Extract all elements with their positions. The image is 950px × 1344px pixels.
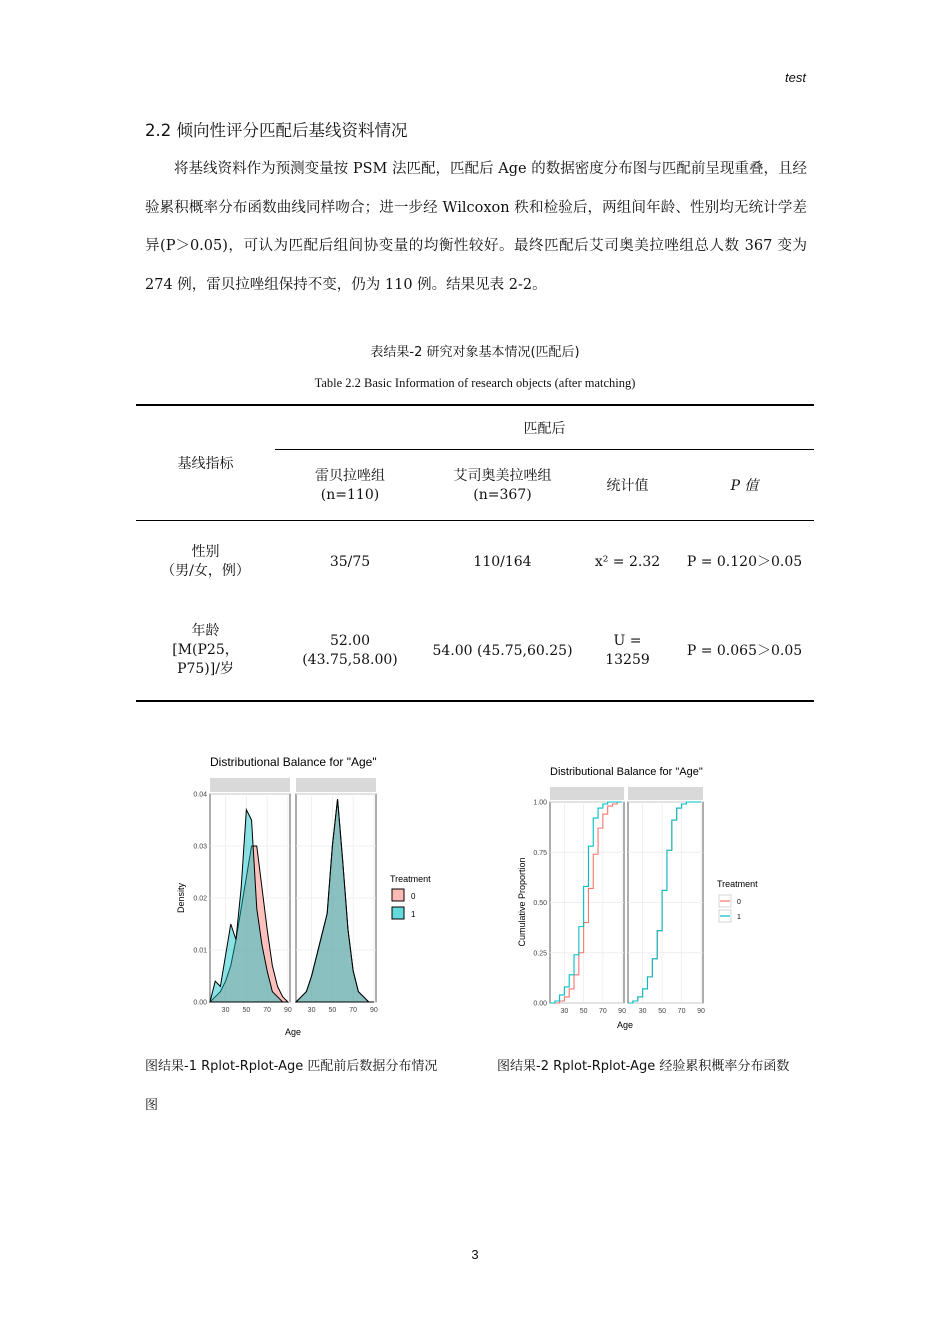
y-tick-label: 0.03	[193, 843, 207, 851]
panel-strip	[210, 778, 290, 792]
density-figure	[170, 748, 460, 1038]
fig1-title: Distributional Balance for "Age"	[210, 755, 377, 769]
row-age-label	[136, 622, 275, 679]
x-tick-label: 70	[263, 1007, 272, 1014]
figure-2-caption: 图结果-2 Rplot-Rplot-Age 经验累积概率分布函数	[497, 1059, 790, 1074]
table-bottom-rule	[136, 700, 814, 702]
row-sex-esomeprazole: 110/164	[473, 554, 532, 570]
value-line: U =	[613, 633, 642, 649]
y-tick-label: 0.75	[533, 849, 547, 857]
label-line: [M(P25，	[172, 642, 239, 658]
table-header-rule	[136, 520, 814, 521]
table-caption-en: Table 2.2 Basic Information of research objects (after matching)	[314, 376, 636, 390]
x-tick-label: 50	[328, 1007, 337, 1014]
table-top-rule	[136, 404, 814, 406]
x-tick-label: 90	[370, 1007, 378, 1014]
row-age-esomeprazole: 54.00 (45.75,60.25)	[432, 643, 573, 659]
y-tick-label: 0.25	[533, 950, 547, 958]
ecdf-figure	[512, 758, 782, 1038]
fig2-legend-item-0	[719, 895, 741, 907]
page-number: 3	[471, 1247, 479, 1262]
legend-swatch-0	[392, 889, 404, 901]
value-line: 52.00	[329, 633, 371, 649]
figure-1-caption: 图结果-1 Rplot-Rplot-Age 匹配前后数据分布情况	[145, 1059, 438, 1074]
fig1-plot-area	[193, 778, 378, 1014]
paragraph-text: 将基线资料作为预测变量按 PSM 法匹配，匹配后 Age 的数据密度分布图与匹配前呈现重叠，且经验累积概率分布函数曲线同样吻合；进一步经 Wilcoxon 秩和检验后，两组间年龄、性别均无统计学差异(P＞0.05)，可认为匹配后组间协变量的均衡性较好。最终匹配后艾司奥美拉唑组总人数 367 变为 274 例，雷贝拉唑组保持不变，仍为 110 例。结果见表 2-2。	[145, 161, 807, 293]
legend-swatch-1	[392, 907, 404, 919]
row-age-statistic	[580, 632, 675, 670]
row-header: 基线指标	[177, 456, 234, 472]
body-paragraph	[145, 150, 807, 304]
value-line: 13259	[605, 652, 650, 668]
x-tick-label: 30	[560, 1008, 569, 1015]
legend-label-0: 0	[411, 892, 416, 901]
col-header-esomeprazole	[425, 467, 580, 505]
col-name: 艾司奥美拉唑组	[453, 468, 552, 484]
x-tick-label: 30	[307, 1007, 316, 1014]
section-title: 2.2 倾向性评分匹配后基线资料情况	[145, 121, 408, 140]
label-line: 年龄	[191, 623, 220, 639]
col-header-p-value: P 值	[730, 478, 759, 494]
group-header: 匹配后	[523, 421, 566, 437]
y-tick-label: 0.50	[533, 900, 547, 907]
y-tick-label: 0.04	[193, 791, 207, 799]
row-sex-p: P = 0.120＞0.05	[686, 554, 803, 570]
x-tick-label: 50	[242, 1007, 251, 1014]
col-n: (n=110)	[320, 487, 380, 503]
y-tick-label: 0.02	[193, 895, 207, 903]
figure-1-caption-cont: 图	[145, 1098, 159, 1113]
legend-label-1: 1	[411, 910, 416, 919]
x-tick-label: 30	[638, 1008, 647, 1015]
fig2-legend-title: Treatment	[717, 879, 758, 889]
row-age-p: P = 0.065＞0.05	[686, 643, 803, 659]
y-tick-label: 0.00	[193, 999, 207, 1007]
x-tick-label: 90	[618, 1008, 626, 1015]
legend-label-1: 1	[737, 914, 741, 921]
row-age-rabeprazole	[275, 632, 425, 670]
fig2-title: Distributional Balance for "Age"	[550, 766, 703, 778]
running-header: test	[785, 70, 806, 85]
x-tick-label: 90	[284, 1007, 292, 1014]
row-sex-rabeprazole: 35/75	[329, 554, 371, 570]
fig1-xlabel: Age	[284, 1027, 302, 1037]
label-line: P75)]/岁	[177, 661, 234, 677]
value-line: (43.75,58.00)	[302, 652, 398, 668]
x-tick-label: 50	[579, 1008, 588, 1015]
row-sex-statistic: x² = 2.32	[594, 554, 661, 570]
table-group-rule	[275, 449, 814, 450]
x-tick-label: 90	[697, 1008, 705, 1015]
x-tick-label: 30	[221, 1007, 230, 1014]
col-header-statistic: 统计值	[606, 478, 649, 494]
fig1-legend-title: Treatment	[390, 874, 431, 884]
fig2-plot-area	[533, 787, 705, 1015]
panel-strip	[550, 787, 624, 800]
x-tick-label: 70	[349, 1007, 358, 1014]
fig1-legend-item-1	[392, 907, 416, 919]
legend-label-0: 0	[737, 899, 741, 906]
y-tick-label: 0.01	[193, 947, 207, 955]
col-header-rabeprazole	[275, 467, 425, 505]
label-line: 性别	[191, 544, 220, 560]
x-tick-label: 50	[658, 1008, 666, 1015]
row-sex-label	[136, 543, 275, 581]
x-tick-label: 70	[598, 1008, 607, 1015]
panel-strip	[296, 778, 376, 792]
table-caption-cn: 表结果-2 研究对象基本情况(匹配后)	[370, 345, 580, 360]
fig2-xlabel: Age	[616, 1020, 634, 1030]
label-line: （男/女，例）	[161, 563, 250, 579]
fig1-legend-item-0	[392, 889, 416, 901]
col-name: 雷贝拉唑组	[315, 468, 385, 484]
panel-strip	[628, 787, 703, 800]
fig1-ylabel: Density	[176, 882, 186, 914]
fig2-ylabel: Cumulative Proportion	[517, 857, 527, 947]
y-tick-label: 0.00	[533, 1000, 547, 1008]
col-n: (n=367)	[473, 487, 532, 503]
x-tick-label: 70	[677, 1008, 686, 1015]
y-tick-label: 1.00	[533, 799, 547, 807]
fig2-legend-item-1	[719, 910, 741, 922]
